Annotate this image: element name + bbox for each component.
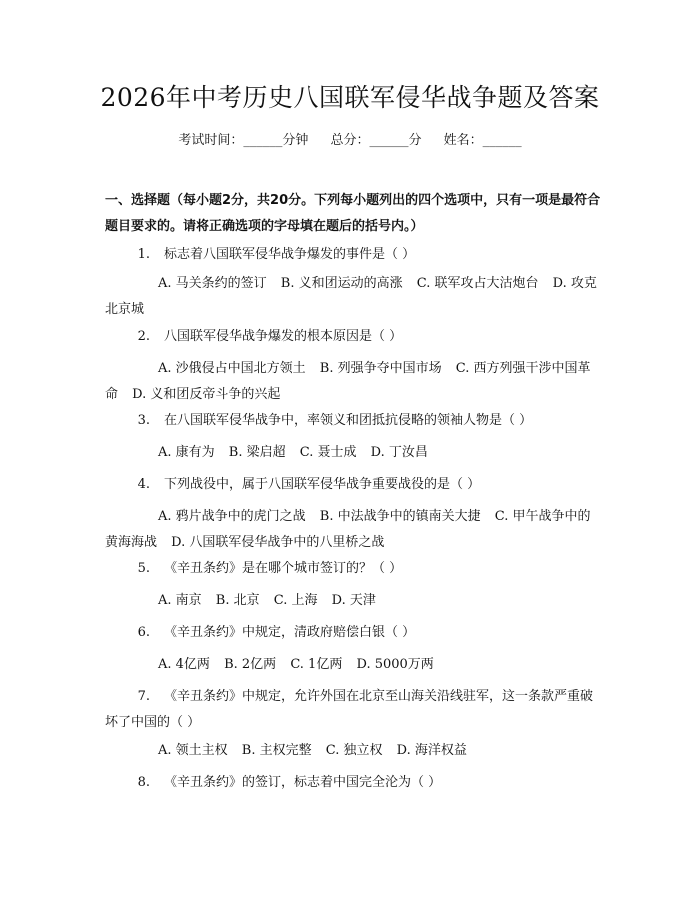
option-d: D. 八国联军侵华战争中的八里桥之战 (171, 535, 385, 550)
question-1 (105, 242, 602, 268)
option-c: C. 上海 (273, 593, 318, 608)
section-heading: 一、选择题（每小题2分，共20分。下列每小题列出的四个选项中，只有一项是最符合题目要求的。请将正确选项的字母填在题后的括号内。） (105, 193, 601, 234)
question-text: 下列战役中，属于八国联军侵华战争重要战役的是（ ） (164, 477, 481, 492)
question-text: 《辛丑条约》是在哪个城市签订的？（ ） (164, 561, 403, 576)
option-d: D. 天津 (331, 593, 376, 608)
question-number: 8. (137, 775, 150, 790)
exam-time-field: 考试时间：______分钟 (178, 133, 309, 148)
question-text: 《辛丑条约》中规定，允许外国在北京至山海关沿线驻军，这一条款严重破坏了中国的（ ） (105, 689, 594, 730)
question-number: 5. (137, 561, 150, 576)
question-5-options (105, 588, 602, 614)
question-6-options (105, 652, 602, 678)
question-2 (105, 324, 602, 350)
question-3 (105, 408, 602, 434)
question-text: 标志着八国联军侵华战争爆发的事件是（ ） (164, 247, 416, 262)
question-text: 八国联军侵华战争爆发的根本原因是（ ） (164, 329, 403, 344)
option-d: D. 义和团反帝斗争的兴起 (132, 387, 281, 402)
option-b: B. 列强争夺中国市场 (319, 361, 442, 376)
question-2-options (105, 356, 602, 408)
page-title: 2026年中考历史八国联军侵华战争题及答案 (100, 83, 600, 112)
option-b: B. 中法战争中的镇南关大捷 (319, 509, 481, 524)
question-number: 7. (137, 689, 150, 704)
question-3-options (105, 440, 602, 466)
option-c: C. 联军攻占大沽炮台 (416, 276, 539, 291)
option-a: A. 领土主权 (158, 743, 228, 758)
question-number: 6. (137, 625, 150, 640)
student-name-field: 姓名：______ (443, 133, 522, 148)
total-score-field: 总分：______分 (330, 133, 422, 148)
option-b: B. 2亿两 (224, 657, 277, 672)
question-7-options (105, 738, 602, 764)
question-6 (105, 620, 602, 646)
question-8 (105, 770, 602, 796)
option-a: A. 4亿两 (158, 657, 210, 672)
option-a: A. 康有为 (158, 445, 215, 460)
option-a: A. 南京 (158, 593, 202, 608)
option-a: A. 鸦片战争中的虎门之战 (158, 509, 306, 524)
question-1-options (105, 271, 602, 323)
option-c: C. 1亿两 (290, 657, 343, 672)
option-b: B. 北京 (215, 593, 260, 608)
question-number: 4. (137, 477, 150, 492)
option-c: C. 西方列强干涉中国革命 (105, 361, 591, 402)
option-d: D. 海洋权益 (396, 743, 467, 758)
option-b: B. 义和团运动的高涨 (280, 276, 403, 291)
option-b: B. 梁启超 (228, 445, 286, 460)
option-a: A. 沙俄侵占中国北方领土 (158, 361, 306, 376)
question-number: 2. (137, 329, 150, 344)
option-d: D. 丁汝昌 (370, 445, 428, 460)
question-text: 在八国联军侵华战争中，率领义和团抵抗侵略的领袖人物是（ ） (164, 413, 533, 428)
option-b: B. 主权完整 (241, 743, 312, 758)
question-number: 1. (137, 247, 150, 262)
option-a: A. 马关条约的签订 (158, 276, 267, 291)
option-c: C. 甲午战争中的黄海海战 (105, 509, 591, 550)
question-text: 《辛丑条约》的签订，标志着中国完全沦为（ ） (164, 775, 442, 790)
option-d: D. 5000万两 (356, 657, 434, 672)
exam-meta (0, 130, 700, 152)
question-7 (105, 684, 602, 736)
question-4-options (105, 504, 602, 556)
option-d: D. 攻克北京城 (105, 276, 597, 317)
question-number: 3. (137, 413, 150, 428)
question-4 (105, 472, 602, 498)
question-5 (105, 556, 602, 582)
question-text: 《辛丑条约》中规定，清政府赔偿白银（ ） (164, 625, 416, 640)
option-c: C. 独立权 (325, 743, 383, 758)
option-c: C. 聂士成 (299, 445, 357, 460)
